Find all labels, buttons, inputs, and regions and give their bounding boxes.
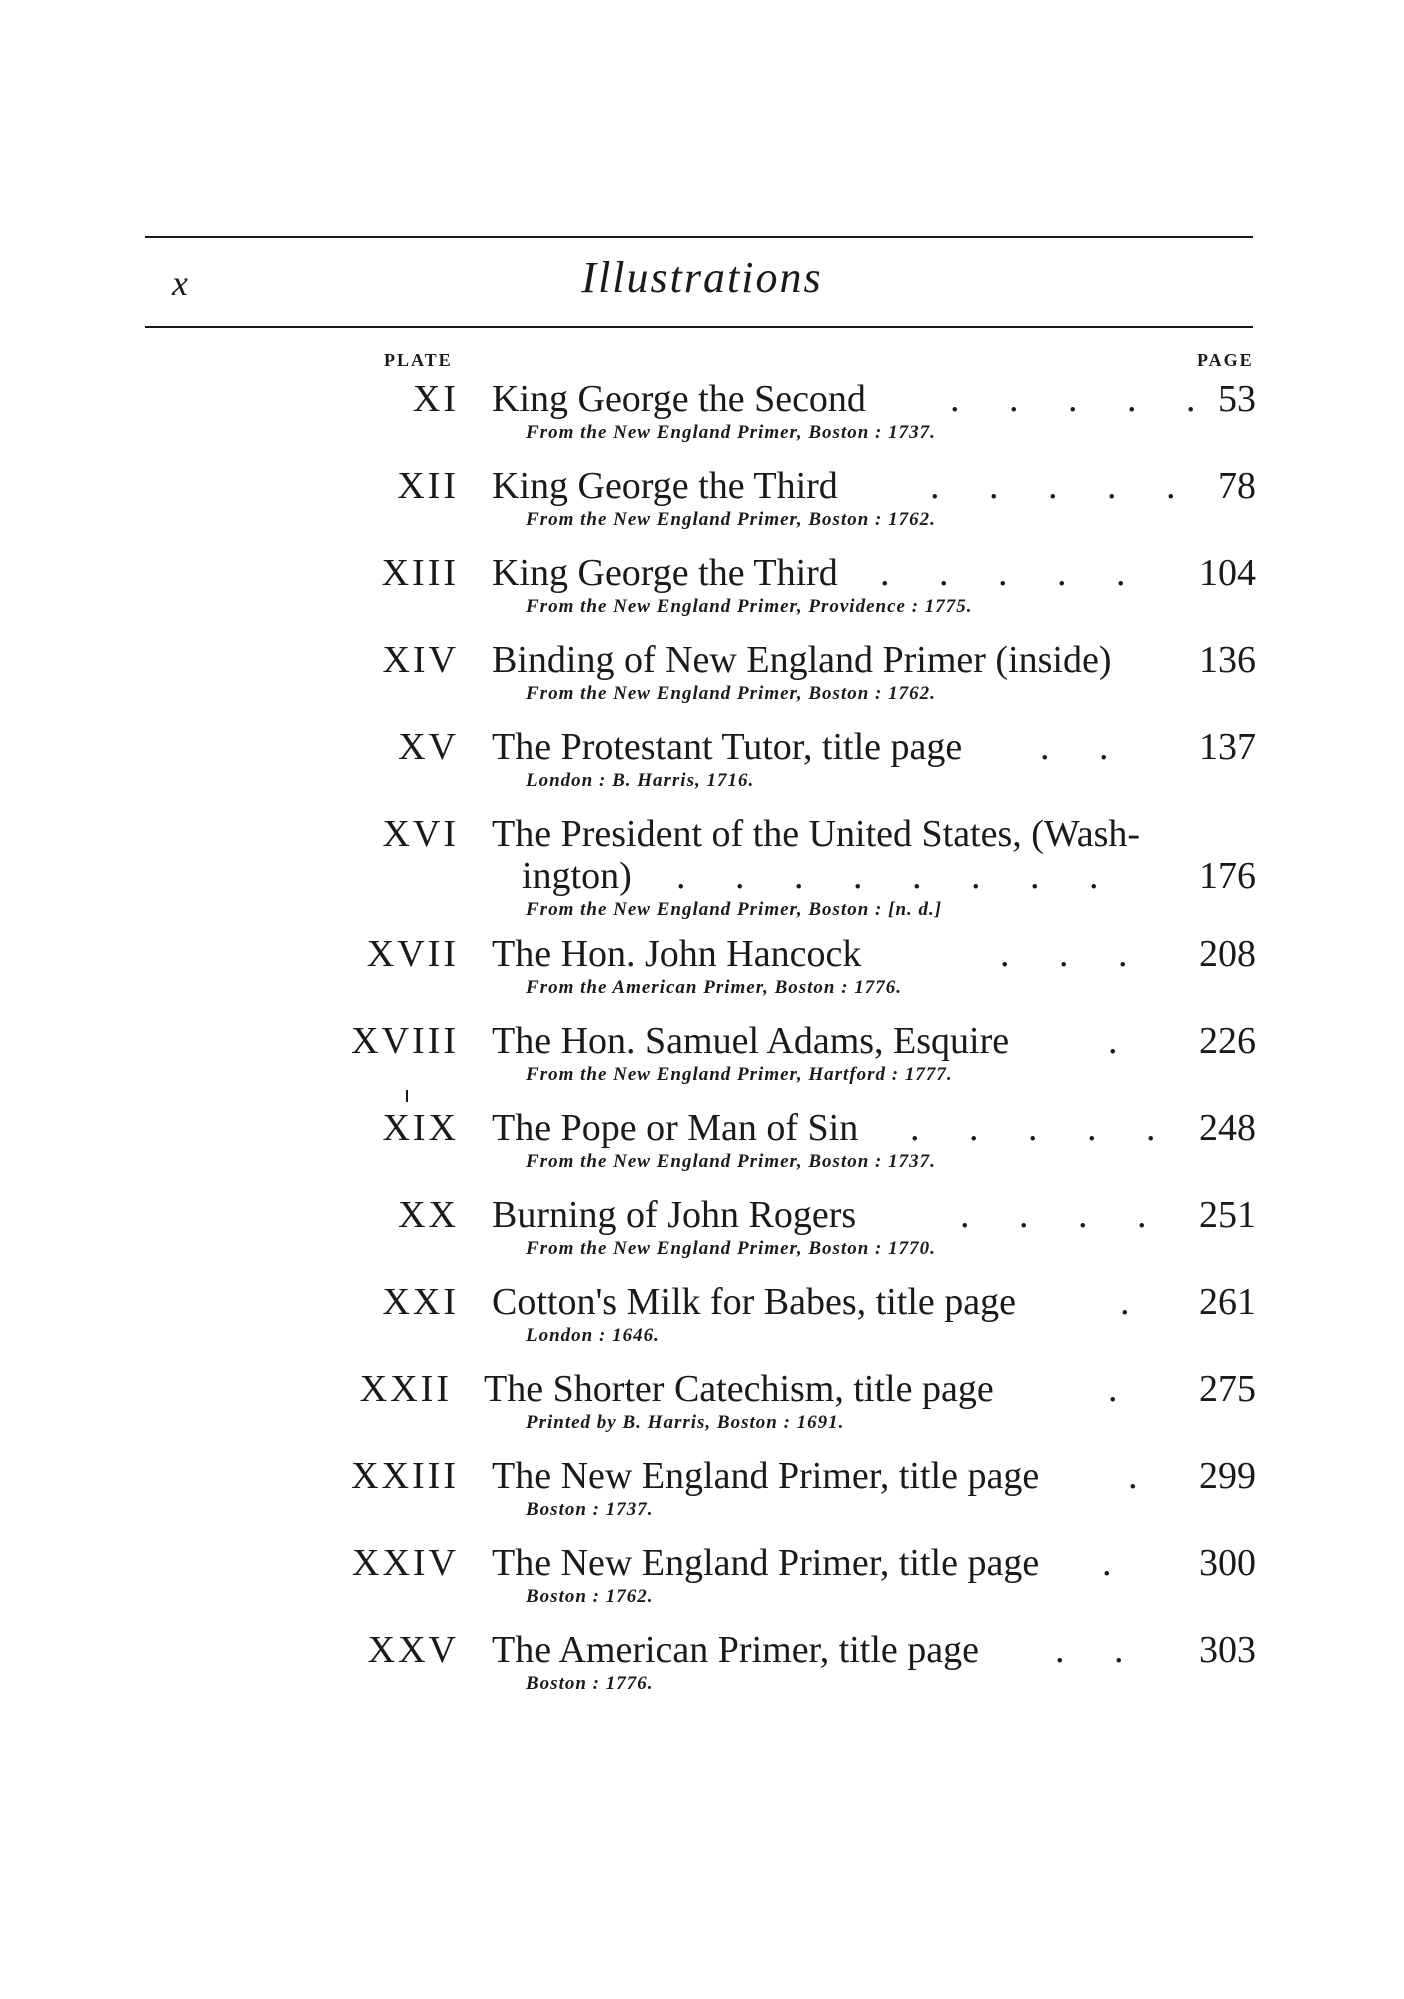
page-column-heading: PAGE <box>1197 350 1254 370</box>
entry-title: King George the Second <box>492 378 866 420</box>
dot-leaders: . . . . <box>960 1194 1167 1236</box>
entry-title: Cotton's Milk for Babes, title page <box>492 1281 1017 1323</box>
plate-number: XXIV <box>352 1542 459 1584</box>
entry-source: From the American Primer, Boston : 1776. <box>526 977 903 998</box>
list-item <box>0 376 1404 463</box>
entry-title: The American Primer, title page <box>492 1629 980 1671</box>
list-item <box>0 811 1404 931</box>
list-item <box>0 1192 1404 1279</box>
list-item <box>0 1627 1404 1714</box>
page-number: 299 <box>1199 1455 1256 1497</box>
list-item <box>0 1279 1404 1366</box>
page-number: 78 <box>1218 465 1256 507</box>
plate-number: XVII <box>366 933 459 975</box>
entry-title: The President of the United States, (Wash- <box>492 813 1141 855</box>
page-number: 303 <box>1199 1629 1256 1671</box>
entry-title: Binding of New England Primer (inside) <box>492 639 1112 681</box>
dot-leaders: . . . . . <box>950 378 1216 420</box>
page-number: 275 <box>1199 1368 1256 1410</box>
page-number: 300 <box>1199 1542 1256 1584</box>
plate-number: XVIII <box>351 1020 459 1062</box>
entry-title: The Hon. Samuel Adams, Esquire <box>492 1020 1010 1062</box>
plate-number: XI <box>412 378 459 420</box>
entry-title: King George the Third <box>492 552 838 594</box>
page-number: 208 <box>1199 933 1256 975</box>
entry-title: The Hon. John Hancock <box>492 933 862 975</box>
entry-title: The Pope or Man of Sin <box>492 1107 859 1149</box>
entry-source: London : B. Harris, 1716. <box>526 770 755 791</box>
plate-number: XXV <box>367 1629 459 1671</box>
page-number: 53 <box>1218 378 1256 420</box>
dot-leaders: . . . . . . . . <box>676 855 1119 897</box>
list-item <box>0 463 1404 550</box>
entry-source: From the New England Primer, Boston : [n. d.] <box>526 899 943 920</box>
list-item <box>0 931 1404 1018</box>
page-number: 261 <box>1199 1281 1256 1323</box>
list-item <box>0 724 1404 811</box>
list-item <box>0 1540 1404 1627</box>
entry-source: From the New England Primer, Boston : 1737. <box>526 1151 936 1172</box>
list-item <box>0 1105 1404 1192</box>
page-number: 226 <box>1199 1020 1256 1062</box>
plate-number: XIII <box>381 552 459 594</box>
dot-leaders: . <box>1102 1542 1132 1584</box>
page-folio: x <box>172 263 188 303</box>
page-number: 136 <box>1199 639 1256 681</box>
page-number: 137 <box>1199 726 1256 768</box>
top-rule <box>145 236 1253 238</box>
entry-source: From the New England Primer, Providence : 1775. <box>526 596 973 617</box>
entry-title: The Protestant Tutor, title page <box>492 726 963 768</box>
dot-leaders: . . . <box>1000 933 1148 975</box>
entry-source: From the New England Primer, Boston : 1762. <box>526 509 936 530</box>
dot-leaders: . <box>1128 1455 1158 1497</box>
plate-column-heading: PLATE <box>384 350 453 370</box>
entry-title: King George the Third <box>492 465 838 507</box>
list-item <box>0 1453 1404 1540</box>
running-head: Illustrations <box>581 253 823 302</box>
list-item <box>0 1018 1404 1105</box>
plate-number: XXI <box>382 1281 459 1323</box>
dot-leaders: . <box>1120 1281 1150 1323</box>
plate-number: XX <box>398 1194 459 1236</box>
entry-source: Printed by B. Harris, Boston : 1691. <box>526 1412 845 1433</box>
entry-source: From the New England Primer, Boston : 1737. <box>526 422 936 443</box>
page-number: 251 <box>1199 1194 1256 1236</box>
page-number: 104 <box>1199 552 1256 594</box>
entry-source: London : 1646. <box>526 1325 660 1346</box>
dot-leaders: . <box>1108 1020 1138 1062</box>
plate-number: XIV <box>382 639 459 681</box>
dot-leaders: . . . . . <box>910 1107 1176 1149</box>
plate-number: XIX <box>382 1107 459 1149</box>
entry-source: From the New England Primer, Hartford : 1777. <box>526 1064 953 1085</box>
plate-number: XXIII <box>351 1455 459 1497</box>
plate-number: XV <box>398 726 459 768</box>
list-item <box>0 550 1404 637</box>
entry-title: Burning of John Rogers <box>492 1194 857 1236</box>
list-item <box>0 637 1404 724</box>
entry-source: Boston : 1776. <box>526 1673 654 1694</box>
entry-source: Boston : 1762. <box>526 1586 654 1607</box>
plate-number: XVI <box>382 813 459 855</box>
plate-number: XXII <box>359 1368 452 1410</box>
entry-title: The New England Primer, title page <box>492 1455 1040 1497</box>
entry-title: The Shorter Catechism, title page <box>484 1368 994 1410</box>
dot-leaders: . . <box>1040 726 1129 768</box>
plate-number: XII <box>397 465 459 507</box>
dot-leaders: . . . . . <box>880 552 1146 594</box>
illustrations-list <box>0 376 1404 1714</box>
dot-leaders: . <box>1108 1368 1138 1410</box>
page-number: 176 <box>1199 855 1256 897</box>
entry-source: From the New England Primer, Boston : 1762. <box>526 683 936 704</box>
entry-source: From the New England Primer, Boston : 1770. <box>526 1238 936 1259</box>
entry-source: Boston : 1737. <box>526 1499 654 1520</box>
entry-title-continuation: ington) <box>522 855 632 897</box>
list-item <box>0 1366 1404 1453</box>
dot-leaders: . . . . . <box>930 465 1196 507</box>
header-rule <box>145 326 1253 328</box>
page-number: 248 <box>1199 1107 1256 1149</box>
stray-print-mark <box>404 1088 410 1106</box>
entry-title: The New England Primer, title page <box>492 1542 1040 1584</box>
dot-leaders: . . <box>1055 1629 1144 1671</box>
